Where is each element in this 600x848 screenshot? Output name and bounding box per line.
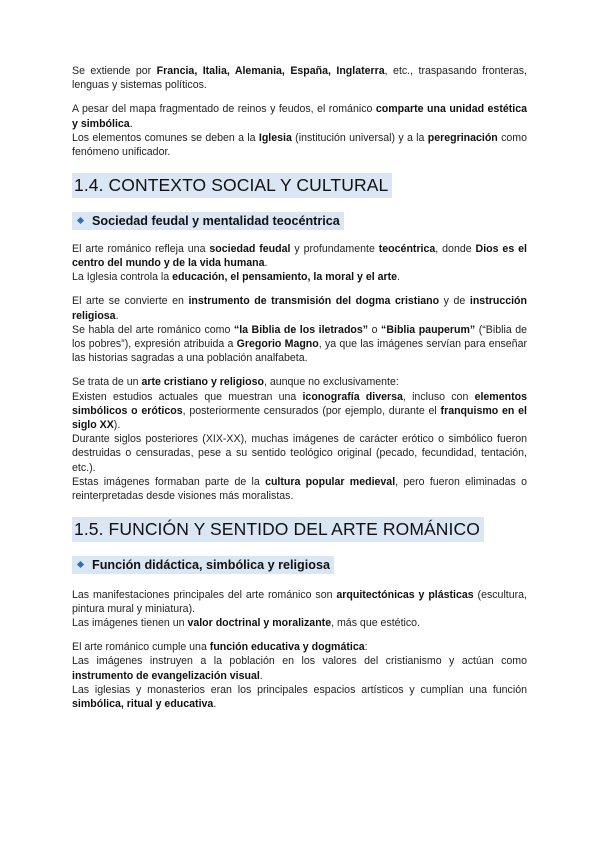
paragraph [72, 640, 527, 654]
text-run: El arte románico refleja una [72, 242, 210, 255]
diamond-bullet-icon [77, 561, 84, 568]
bold-text: comparte una unidad estética y simbólica [72, 103, 527, 130]
paragraph [72, 102, 527, 130]
text-run: Las iglesias y monasterios eran los principales espacios artísticos y cumplían una función [72, 683, 527, 696]
paragraph [72, 390, 527, 433]
bold-text: Dios es el centro del mundo y de la vida humana [72, 242, 527, 269]
bold-text: arte cristiano y religioso [141, 376, 264, 389]
bold-text: instrumento de transmisión del dogma cristiano [188, 295, 440, 308]
text-run: El arte se convierte en [72, 295, 189, 308]
text-run: Estas imágenes formaban parte de la [72, 475, 266, 488]
paragraph-spacer [72, 365, 527, 375]
paragraph [72, 654, 527, 682]
text-run: La Iglesia controla la [72, 271, 173, 284]
text-run: , etc., traspasando fronteras, lenguas y sistemas políticos. [72, 65, 528, 92]
bold-text: sociedad feudal [209, 242, 291, 255]
paragraph [72, 323, 527, 366]
text-run: Se habla del arte románico como [72, 323, 234, 336]
text-run: (institución universal) y a la [291, 131, 428, 144]
text-run: Durante siglos posteriores (XIX-XX), muchas imágenes de carácter erótico o simbólico fueron destruidas o censuradas, pese a su sentido teológico original (pecado, fecundidad, tentación, etc.). [72, 433, 527, 474]
text-run: , pero fueron eliminadas o reinterpretadas desde visiones más moralistas. [72, 475, 527, 502]
text-run: El arte románico cumple una [72, 641, 210, 654]
bold-text: simbólica, ritual y educativa [72, 698, 214, 711]
section-heading: 1.5. FUNCIÓN Y SENTIDO DEL ARTE ROMÁNICO [72, 517, 484, 542]
text-run: Las manifestaciones principales del arte románico son [72, 588, 337, 601]
diamond-bullet-icon [77, 217, 84, 224]
document-page [72, 64, 527, 711]
text-run: . [213, 698, 217, 711]
subsection-heading-wrapper [72, 210, 527, 230]
bold-text: cultura popular medieval [265, 475, 396, 488]
paragraph [72, 683, 527, 711]
paragraph [72, 616, 527, 630]
text-run: , más que estético. [331, 617, 421, 630]
paragraph [72, 270, 527, 284]
bold-text: función educativa y dogmática [209, 641, 365, 654]
bold-text: peregrinación [427, 131, 498, 144]
text-run: : [364, 641, 368, 654]
text-run: y de [439, 295, 470, 308]
subsection-heading [72, 212, 344, 230]
text-run: . [259, 669, 263, 682]
paragraph-spacer [72, 284, 527, 294]
text-run: A pesar del mapa fragmentado de reinos y feudos, el románico [72, 103, 376, 116]
bold-text: instrumento de evangelización visual [72, 669, 260, 682]
text-run: . [115, 309, 119, 322]
text-run: , posteriormente censurados (por ejemplo, durante el [182, 404, 441, 417]
bold-text: valor doctrinal y moralizante [187, 617, 332, 630]
text-run: (“Biblia de los pobres”), expresión atribuida a [72, 323, 528, 350]
text-run: Existen estudios actuales que muestran una [72, 390, 303, 403]
bold-text: instrucción religiosa [72, 295, 527, 322]
subsection-heading [72, 556, 334, 574]
text-run: , aunque no exclusivamente: [263, 376, 399, 389]
paragraph [72, 588, 527, 616]
bold-text: iconografía diversa [302, 390, 403, 403]
paragraph [72, 64, 527, 92]
text-run: ). [113, 418, 121, 431]
text-run: o [368, 323, 382, 336]
text-run: Las imágenes tienen un [72, 617, 188, 630]
bold-text: “la Biblia de los iletrados” [233, 323, 369, 336]
paragraph [72, 475, 527, 503]
subsection-heading-text: Función didáctica, simbólica y religiosa [92, 557, 330, 572]
paragraph-spacer [72, 92, 527, 102]
paragraph [72, 242, 527, 270]
bold-text: Gregorio Magno [236, 337, 319, 350]
paragraph [72, 294, 527, 322]
section-heading-wrapper [72, 517, 527, 542]
bold-text: arquitectónicas y plásticas [336, 588, 474, 601]
text-run: . [264, 256, 268, 269]
paragraph [72, 131, 527, 159]
text-run: , incluso con [402, 390, 475, 403]
bold-text: franquismo en el siglo XX [72, 404, 527, 431]
text-run: (escultura, pintura mural y miniatura). [72, 588, 527, 615]
text-run: Las imágenes instruyen a la población en los valores del cristianismo y actúan como [72, 655, 527, 668]
text-run: como fenómeno unificador. [72, 131, 527, 159]
subsection-heading-wrapper [72, 554, 527, 574]
paragraph [72, 375, 527, 389]
text-run: Los elementos comunes se deben a la [72, 131, 259, 144]
bold-text: educación, el pensamiento, la moral y el arte [172, 271, 398, 284]
paragraph-spacer [72, 630, 527, 640]
bold-text: Iglesia [258, 131, 292, 144]
bold-text: “Biblia pauperum” [381, 323, 476, 336]
bold-text: elementos simbólicos o eróticos [72, 390, 527, 417]
bold-text: teocéntrica [378, 242, 436, 255]
bold-text: Francia, Italia, Alemania, España, Inglaterra [156, 65, 385, 77]
subsection-heading-text: Sociedad feudal y mentalidad teocéntrica [92, 213, 340, 228]
paragraph [72, 432, 527, 475]
text-run: Se extiende por [72, 65, 157, 77]
text-run: . [129, 117, 133, 130]
text-run: , ya que las imágenes servían para enseñar las historias sagradas a una población analfabeta. [72, 337, 527, 365]
section-heading-wrapper [72, 173, 527, 198]
text-run: Se trata de un [72, 376, 142, 389]
text-run: , donde [435, 242, 476, 255]
section-heading: 1.4. CONTEXTO SOCIAL Y CULTURAL [72, 173, 392, 198]
text-run: . [397, 271, 400, 284]
text-run: y profundamente [290, 242, 379, 255]
